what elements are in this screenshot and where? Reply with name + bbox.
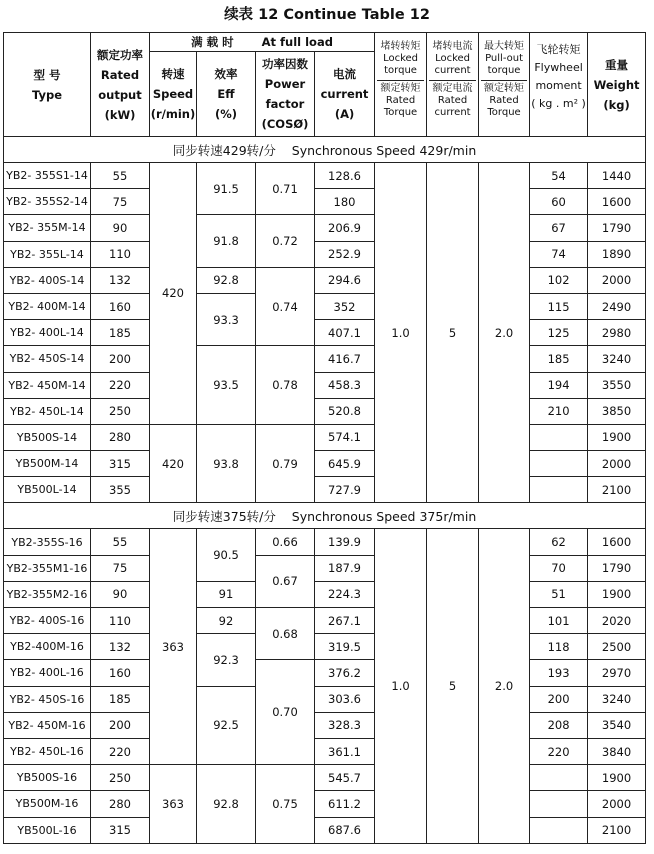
header-speed: 转速 Speed (r/min) xyxy=(150,52,197,137)
current-cell: 187.9 xyxy=(315,555,375,581)
rated-output-cell: 200 xyxy=(91,346,150,372)
table-row xyxy=(4,320,646,346)
header-eff: 效率 Eff (%) xyxy=(197,52,256,137)
rated-output-cell: 355 xyxy=(91,477,150,503)
power-factor-cell: 0.71 xyxy=(256,163,315,215)
flywheel-cell: 210 xyxy=(530,398,588,424)
rated-output-cell: 110 xyxy=(91,608,150,634)
weight-cell: 2000 xyxy=(588,451,646,477)
current-cell: 319.5 xyxy=(315,634,375,660)
table-row xyxy=(4,398,646,424)
table-row xyxy=(4,765,646,791)
current-cell: 416.7 xyxy=(315,346,375,372)
current-cell: 139.9 xyxy=(315,529,375,555)
current-cell: 727.9 xyxy=(315,477,375,503)
model-cell: YB2-355S-16 xyxy=(4,529,91,555)
power-factor-cell: 0.79 xyxy=(256,424,315,503)
header-locked-current: 堵转电流 Locked current xyxy=(432,41,473,76)
weight-cell: 3540 xyxy=(588,712,646,738)
flywheel-cell: 102 xyxy=(530,267,588,293)
current-cell: 520.8 xyxy=(315,398,375,424)
eff-cell: 92.5 xyxy=(197,686,256,765)
rated-output-cell: 55 xyxy=(91,529,150,555)
current-cell: 645.9 xyxy=(315,451,375,477)
rated-output-cell: 90 xyxy=(91,581,150,607)
section-label: 同步转速429转/分 Synchronous Speed 429r/min xyxy=(4,137,646,163)
model-cell: YB500M-16 xyxy=(4,791,91,817)
table-row xyxy=(4,372,646,398)
weight-cell: 2490 xyxy=(588,293,646,319)
section-header-row xyxy=(4,503,646,529)
flywheel-cell: 51 xyxy=(530,581,588,607)
model-cell: YB2-355M2-16 xyxy=(4,581,91,607)
eff-cell: 92.8 xyxy=(197,267,256,293)
rated-output-cell: 280 xyxy=(91,424,150,450)
weight-cell: 2970 xyxy=(588,660,646,686)
speed-cell: 363 xyxy=(150,529,197,765)
eff-cell: 93.8 xyxy=(197,424,256,503)
current-cell: 206.9 xyxy=(315,215,375,241)
current-cell: 252.9 xyxy=(315,241,375,267)
flywheel-cell: 220 xyxy=(530,738,588,764)
eff-cell: 91 xyxy=(197,581,256,607)
table-row xyxy=(4,529,646,555)
rated-output-cell: 280 xyxy=(91,791,150,817)
speed-cell: 420 xyxy=(150,163,197,425)
table-row xyxy=(4,712,646,738)
table-row xyxy=(4,608,646,634)
model-cell: YB2- 400L-14 xyxy=(4,320,91,346)
power-factor-cell: 0.74 xyxy=(256,267,315,346)
weight-cell: 2100 xyxy=(588,477,646,503)
table-row xyxy=(4,241,646,267)
weight-cell: 1890 xyxy=(588,241,646,267)
table-row xyxy=(4,791,646,817)
header-rated-output: 额定功率 Rated output (kW) xyxy=(91,33,150,137)
weight-cell: 1600 xyxy=(588,189,646,215)
current-cell: 574.1 xyxy=(315,424,375,450)
locked-current-cell: 5 xyxy=(427,163,479,503)
speed-cell: 363 xyxy=(150,765,197,844)
table-body xyxy=(4,137,646,844)
header-weight: 重量 Weight (kg) xyxy=(588,33,646,137)
power-factor-cell: 0.67 xyxy=(256,555,315,607)
table-row xyxy=(4,346,646,372)
rated-output-cell: 220 xyxy=(91,372,150,398)
table-title: 续表 12 Continue Table 12 xyxy=(224,7,430,23)
header-locked-current-ratio xyxy=(427,33,479,137)
flywheel-cell: 185 xyxy=(530,346,588,372)
model-cell: YB2- 450M-14 xyxy=(4,372,91,398)
locked-torque-cell: 1.0 xyxy=(375,163,427,503)
flywheel-cell xyxy=(530,477,588,503)
rated-output-cell: 250 xyxy=(91,398,150,424)
weight-cell: 2500 xyxy=(588,634,646,660)
model-cell: YB500S-14 xyxy=(4,424,91,450)
rated-output-cell: 110 xyxy=(91,241,150,267)
pullout-torque-cell: 2.0 xyxy=(479,163,530,503)
flywheel-cell: 115 xyxy=(530,293,588,319)
table-row xyxy=(4,163,646,189)
weight-cell: 1900 xyxy=(588,424,646,450)
flywheel-cell: 62 xyxy=(530,529,588,555)
model-cell: YB2- 450L-16 xyxy=(4,738,91,764)
header-flywheel: 飞轮转矩 Flywheel moment ( kg . m² ) xyxy=(530,33,588,137)
table-row xyxy=(4,738,646,764)
table-row xyxy=(4,424,646,450)
current-cell: 128.6 xyxy=(315,163,375,189)
weight-cell: 3840 xyxy=(588,738,646,764)
flywheel-cell: 208 xyxy=(530,712,588,738)
rated-output-cell: 185 xyxy=(91,686,150,712)
motor-spec-table xyxy=(3,32,646,844)
model-cell: YB2- 400L-16 xyxy=(4,660,91,686)
weight-cell: 2020 xyxy=(588,608,646,634)
flywheel-cell xyxy=(530,791,588,817)
locked-torque-cell: 1.0 xyxy=(375,529,427,843)
weight-cell: 2100 xyxy=(588,817,646,843)
current-cell: 407.1 xyxy=(315,320,375,346)
weight-cell: 3240 xyxy=(588,346,646,372)
rated-output-cell: 315 xyxy=(91,451,150,477)
flywheel-cell xyxy=(530,451,588,477)
flywheel-cell: 194 xyxy=(530,372,588,398)
model-cell: YB2- 355M-14 xyxy=(4,215,91,241)
weight-cell: 1440 xyxy=(588,163,646,189)
current-cell: 294.6 xyxy=(315,267,375,293)
section-header-row xyxy=(4,137,646,163)
rated-output-cell: 315 xyxy=(91,817,150,843)
current-cell: 361.1 xyxy=(315,738,375,764)
pullout-torque-cell: 2.0 xyxy=(479,529,530,843)
model-cell: YB2- 355L-14 xyxy=(4,241,91,267)
rated-output-cell: 75 xyxy=(91,555,150,581)
power-factor-cell: 0.68 xyxy=(256,608,315,660)
model-cell: YB2- 400S-16 xyxy=(4,608,91,634)
table-row xyxy=(4,634,646,660)
rated-output-cell: 250 xyxy=(91,765,150,791)
eff-cell: 90.5 xyxy=(197,529,256,581)
eff-cell: 92 xyxy=(197,608,256,634)
model-cell: YB2-355M1-16 xyxy=(4,555,91,581)
table-row xyxy=(4,267,646,293)
weight-cell: 1790 xyxy=(588,215,646,241)
model-cell: YB500L-16 xyxy=(4,817,91,843)
flywheel-cell: 200 xyxy=(530,686,588,712)
flywheel-cell: 74 xyxy=(530,241,588,267)
table-row xyxy=(4,817,646,843)
table-row xyxy=(4,293,646,319)
header-pullout-torque: 最大转矩 Pull-out torque xyxy=(484,41,525,76)
eff-cell: 93.3 xyxy=(197,293,256,345)
rated-output-cell: 220 xyxy=(91,738,150,764)
power-factor-cell: 0.75 xyxy=(256,765,315,844)
weight-cell: 2000 xyxy=(588,791,646,817)
power-factor-cell: 0.72 xyxy=(256,215,315,267)
current-cell: 328.3 xyxy=(315,712,375,738)
flywheel-cell: 67 xyxy=(530,215,588,241)
header-locked-torque-ratio xyxy=(375,33,427,137)
rated-output-cell: 75 xyxy=(91,189,150,215)
model-cell: YB2- 450S-16 xyxy=(4,686,91,712)
model-cell: YB500L-14 xyxy=(4,477,91,503)
model-cell: YB2-400M-16 xyxy=(4,634,91,660)
rated-output-cell: 132 xyxy=(91,634,150,660)
current-cell: 303.6 xyxy=(315,686,375,712)
flywheel-cell xyxy=(530,424,588,450)
table-row xyxy=(4,451,646,477)
table-row xyxy=(4,189,646,215)
model-cell: YB500S-16 xyxy=(4,765,91,791)
header-type: 型 号 Type xyxy=(4,33,91,137)
power-factor-cell: 0.70 xyxy=(256,660,315,765)
current-cell: 180 xyxy=(315,189,375,215)
weight-cell: 2980 xyxy=(588,320,646,346)
table-row xyxy=(4,581,646,607)
flywheel-cell: 70 xyxy=(530,555,588,581)
weight-cell: 2000 xyxy=(588,267,646,293)
weight-cell: 3550 xyxy=(588,372,646,398)
rated-output-cell: 55 xyxy=(91,163,150,189)
current-cell: 224.3 xyxy=(315,581,375,607)
weight-cell: 1900 xyxy=(588,581,646,607)
table-row xyxy=(4,555,646,581)
current-cell: 352 xyxy=(315,293,375,319)
weight-cell: 3850 xyxy=(588,398,646,424)
flywheel-cell xyxy=(530,817,588,843)
table-row xyxy=(4,477,646,503)
flywheel-cell: 118 xyxy=(530,634,588,660)
weight-cell: 1790 xyxy=(588,555,646,581)
weight-cell: 1600 xyxy=(588,529,646,555)
flywheel-cell: 60 xyxy=(530,189,588,215)
flywheel-cell: 193 xyxy=(530,660,588,686)
rated-output-cell: 160 xyxy=(91,293,150,319)
table-row xyxy=(4,660,646,686)
power-factor-cell: 0.66 xyxy=(256,529,315,555)
speed-cell: 420 xyxy=(150,424,197,503)
model-cell: YB2- 355S1-14 xyxy=(4,163,91,189)
table-row xyxy=(4,686,646,712)
current-cell: 687.6 xyxy=(315,817,375,843)
flywheel-cell: 101 xyxy=(530,608,588,634)
model-cell: YB2- 450L-14 xyxy=(4,398,91,424)
header-rated-torque: 额定转矩 Rated Torque xyxy=(377,80,424,119)
rated-output-cell: 132 xyxy=(91,267,150,293)
weight-cell: 3240 xyxy=(588,686,646,712)
header-pullout-torque-ratio xyxy=(479,33,530,137)
header-power-factor: 功率因数 Power factor (COSØ) xyxy=(256,52,315,137)
current-cell: 611.2 xyxy=(315,791,375,817)
model-cell: YB2- 400M-14 xyxy=(4,293,91,319)
header-full-load: 满 载 时 At full load xyxy=(150,33,375,52)
header-locked-torque: 堵转转矩 Locked torque xyxy=(380,41,421,76)
eff-cell: 92.3 xyxy=(197,634,256,686)
header-current: 电流 current (A) xyxy=(315,52,375,137)
rated-output-cell: 185 xyxy=(91,320,150,346)
model-cell: YB500M-14 xyxy=(4,451,91,477)
current-cell: 458.3 xyxy=(315,372,375,398)
model-cell: YB2- 400S-14 xyxy=(4,267,91,293)
flywheel-cell xyxy=(530,765,588,791)
header-pullout-rated-torque: 额定转矩 Rated Torque xyxy=(481,80,527,119)
current-cell: 376.2 xyxy=(315,660,375,686)
header-rated-current: 额定电流 Rated current xyxy=(429,80,476,119)
power-factor-cell: 0.78 xyxy=(256,346,315,425)
flywheel-cell: 54 xyxy=(530,163,588,189)
rated-output-cell: 200 xyxy=(91,712,150,738)
model-cell: YB2- 450S-14 xyxy=(4,346,91,372)
eff-cell: 93.5 xyxy=(197,346,256,425)
eff-cell: 91.8 xyxy=(197,215,256,267)
weight-cell: 1900 xyxy=(588,765,646,791)
locked-current-cell: 5 xyxy=(427,529,479,843)
rated-output-cell: 160 xyxy=(91,660,150,686)
model-cell: YB2- 355S2-14 xyxy=(4,189,91,215)
table-row xyxy=(4,215,646,241)
current-cell: 267.1 xyxy=(315,608,375,634)
eff-cell: 91.5 xyxy=(197,163,256,215)
section-label: 同步转速375转/分 Synchronous Speed 375r/min xyxy=(4,503,646,529)
rated-output-cell: 90 xyxy=(91,215,150,241)
eff-cell: 92.8 xyxy=(197,765,256,844)
flywheel-cell: 125 xyxy=(530,320,588,346)
current-cell: 545.7 xyxy=(315,765,375,791)
model-cell: YB2- 450M-16 xyxy=(4,712,91,738)
